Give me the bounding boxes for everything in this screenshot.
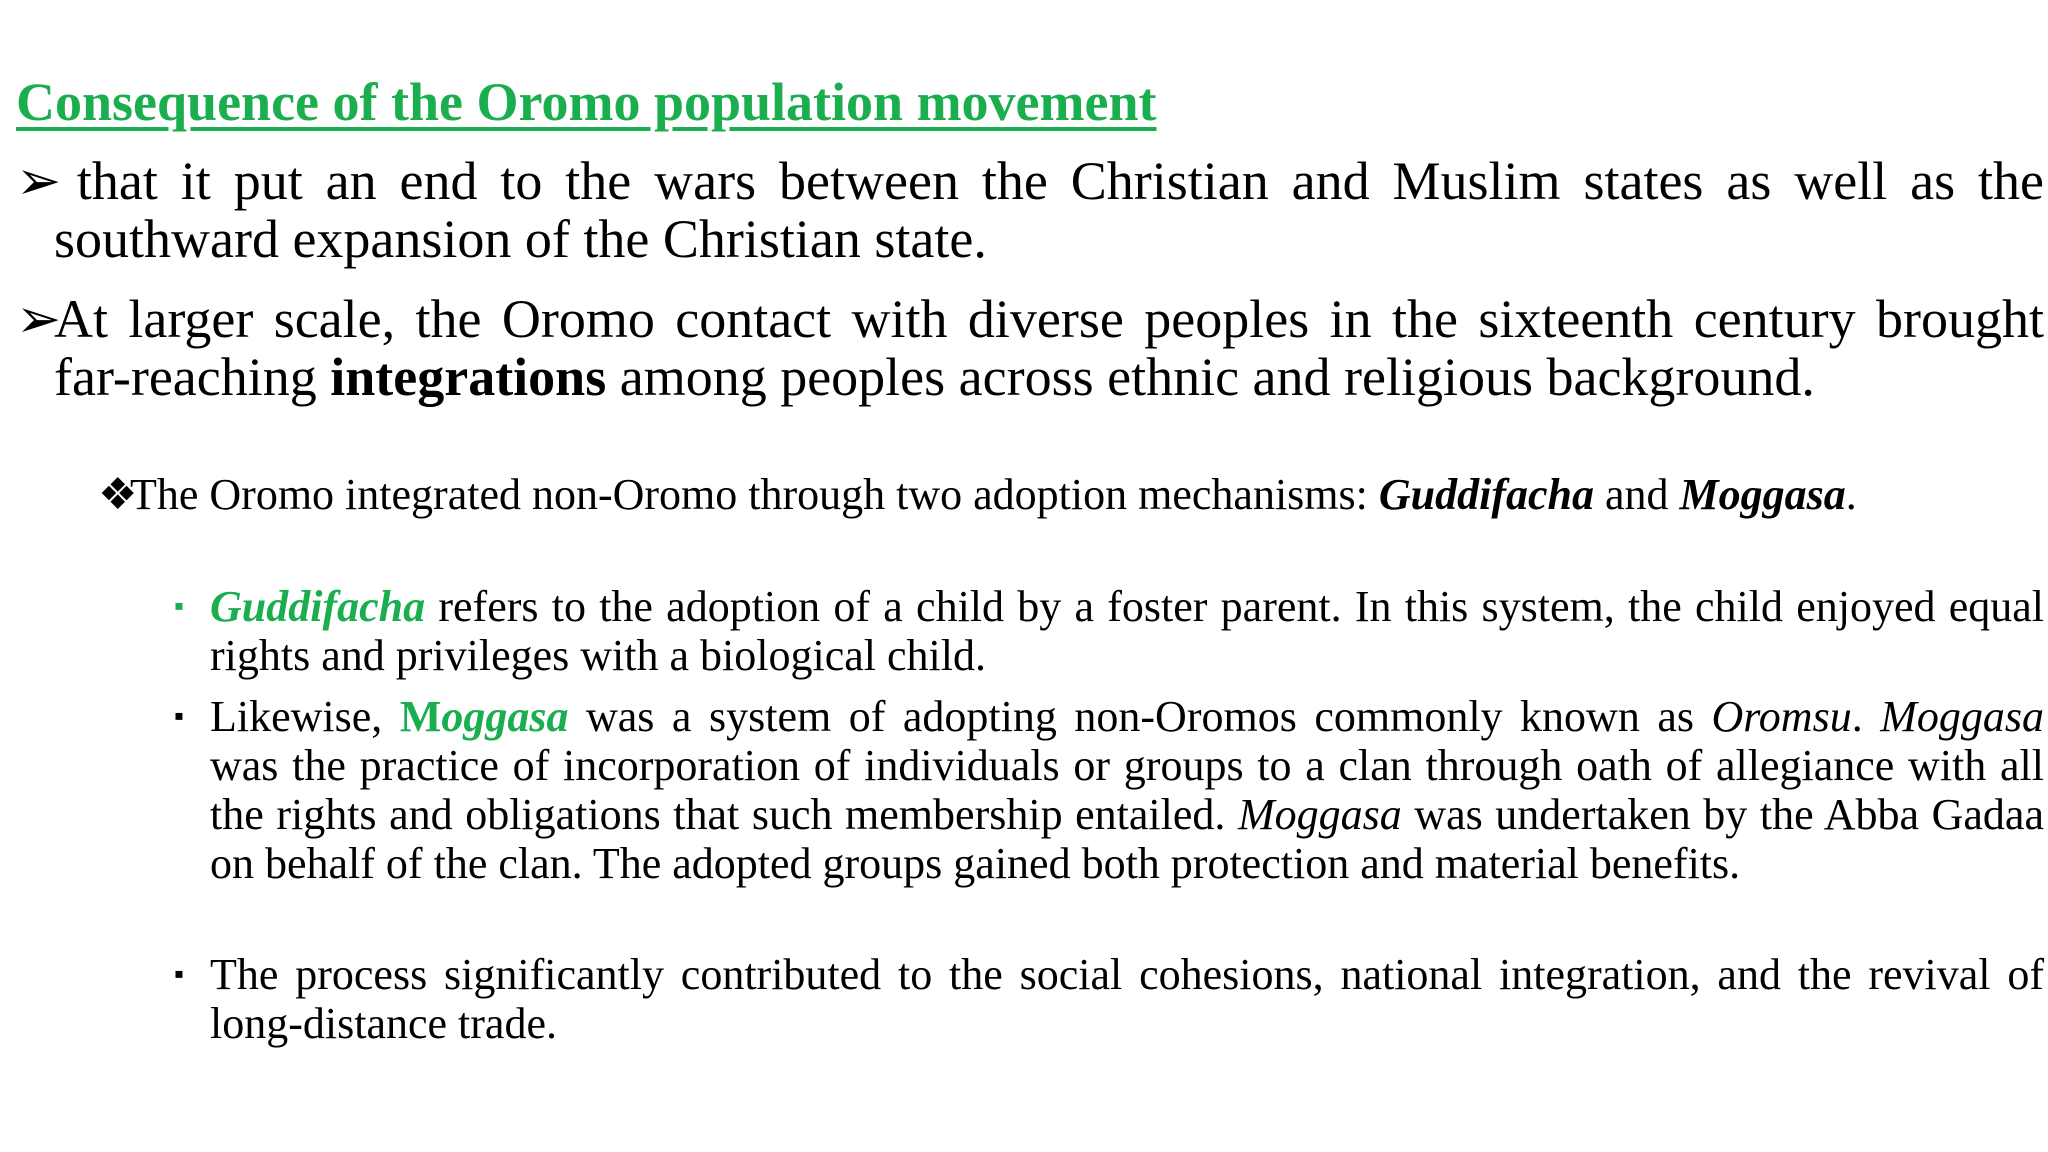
term-moggasa: Moggasa: [1679, 470, 1846, 519]
square-bullet-icon: ▪: [174, 701, 184, 732]
bullet-keyword-integrations: integrations: [330, 347, 607, 407]
term-moggasa-m: M: [399, 692, 442, 741]
bullet-text-pre: At larger scale, the Oromo contact with diverse peoples in the sixteenth century brought far-reaching: [54, 289, 2044, 407]
moggasa-text-post: was undertaken by the Abba Gadaa on behalf of the clan. The adopted groups gained both protection and material benefits.: [210, 790, 2044, 888]
moggasa-text-mid1: was a system of adopting non-Oromos commonly known as: [568, 692, 1712, 741]
term-moggasa-italic-2: Moggasa: [1237, 790, 1402, 839]
bullet-integrations: [16, 290, 2044, 406]
sub-bullet-text-mid: and: [1594, 470, 1680, 519]
sub-bullet-text-pre: The Oromo integrated non-Oromo through two adoption mechanisms:: [130, 470, 1379, 519]
square-bullet-icon: ▪: [174, 591, 184, 622]
sub-bullet-text-post: .: [1845, 470, 1857, 519]
moggasa-text-mid2: .: [1851, 692, 1881, 741]
process-text: The process significantly contributed to the social cohesions, national integration, and the revival of long-distance trade.: [210, 950, 2044, 1048]
sub-sub-bullet-guddifacha: [174, 582, 2044, 680]
square-bullet-icon: ▪: [174, 959, 184, 990]
term-guddifacha: Guddifacha: [1378, 470, 1594, 519]
arrow-bullet-icon: ➢: [16, 151, 62, 211]
arrow-bullet-icon: ➢: [16, 289, 62, 349]
term-oromsu: Oromsu: [1711, 692, 1852, 741]
slide-title: Consequence of the Oromo population movement: [16, 72, 1157, 132]
sub-sub-bullet-moggasa: [174, 692, 2044, 888]
term-guddifacha-green: Guddifacha: [210, 582, 426, 631]
moggasa-text-pre: Likewise,: [210, 692, 400, 741]
sub-sub-bullet-process: [174, 950, 2044, 1048]
sub-bullet-adoption-mechanisms: [98, 470, 2044, 519]
diamond-bullet-icon: ❖: [98, 470, 138, 519]
bullet-end-of-wars: [16, 152, 2044, 268]
guddifacha-definition: refers to the adoption of a child by a foster parent. In this system, the child enjoyed equal rights and privileges with a biological child.: [210, 582, 2044, 680]
term-moggasa-rest: oggasa: [441, 692, 569, 741]
bullet-text-post: among peoples across ethnic and religious background.: [606, 347, 1815, 407]
bullet-text: that it put an end to the wars between the Christian and Muslim states as well as the southward expansion of the Christian state.: [54, 151, 2044, 269]
moggasa-text-mid3: was the practice of incorporation of individuals or groups to a clan through oath of allegiance with all the rights and obligations that such membership entailed.: [210, 741, 2044, 839]
term-moggasa-italic-1: Moggasa: [1880, 692, 2045, 741]
